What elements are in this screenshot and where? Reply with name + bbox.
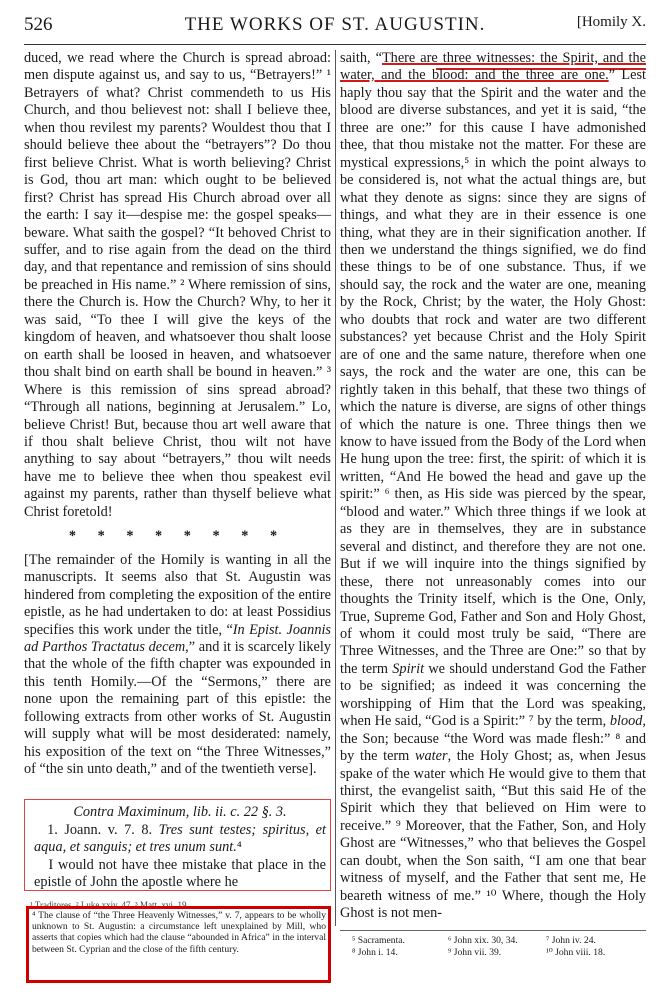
right-paragraph: [340, 50, 646, 923]
editorial-note-part-b: ,” and it is scarcely likely that the whole of the fifth chapter was expounded in this tenth Homily.—Of the “Sermons,” there are none upon the remaining part of this epistle: the following extracts from other works of St. Augustin will supply what will be most desiderated: namely, his exposition of the text on “the Three Witnesses,” of “the sin unto death,” and of the twentieth verse].: [24, 638, 331, 778]
footnote-6: ⁶ John xix. 30, 34.: [448, 935, 518, 946]
homily-label: [Homily X.: [576, 14, 646, 30]
editorial-note-title: In Epist. Joannis ad Parthos Tractatus decem: [24, 621, 331, 655]
contra-ref: 1. Joann. v. 7. 8.: [47, 821, 159, 838]
contra-line: I would not have thee mistake that place in the epistle of John the apostle where he: [34, 856, 326, 890]
editorial-note: [24, 552, 331, 779]
highlighted-quote: There are three witnesses: the Spirit, and the water, and the blood: and the three are one.: [340, 50, 647, 84]
footnote-7: ⁷ John iv. 24.: [546, 935, 596, 946]
footnote-5: ⁵ Sacramenta.: [352, 935, 405, 946]
footnote-8: ⁸ John i. 14.: [352, 947, 398, 958]
left-paragraph-1: duced, we read where the Church is spread abroad: men dispute against us, and say to us, “Betrayers!” ¹ Betrayers of what? Christ commendeth to us His Church, and thou believest not: shall I believe thee, when thou revilest my parents? Wouldest thou that I should believe thee about the “betrayers”? Do thou first believe Christ. What is worth believing? Christ is God, thou art man: which ought to be believed first? Christ has spread His Church abroad over all the earth: I say it—despise me: the gospel speaks—beware. What saith the gospel? “It behoved Christ to suffer, and to rise again from the dead on the third day, and that repentance and remission of sins should be preached in His name.” ² Where remission of sins, there the Church is. How the Church? Why, to her it was said, “To thee I will give the keys of the kingdom of heaven, and whatsoever thou shalt loose on earth shall be loosed in heaven, and whatsoever thou shalt bind on earth shall be bound in heaven.” ³ Where is this remission of sins spread abroad? “Through all nations, beginning at Jerusalem.” Lo, believe Christ! But, because thou art well aware that if thou shalt believe Christ, thou wilt not have anything to say about “betrayers,” thou wilt needs have me to believe thee when thou speakest evil against my parents, rather than thyself believe what Christ foretold!: [24, 50, 331, 520]
right-footnote-rule: [340, 930, 646, 931]
term-water: water: [414, 748, 448, 765]
running-title: THE WORKS OF ST. AUGUSTIN.: [184, 14, 486, 35]
right-body-4: , the Holy Ghost; as, when Jesus spake of the water which He would give to them that thirst, the evangelist saith, “But this said He of the Spirit which they that believed on Him were to receive.” ⁹ Moreover, that the Father, Son, and Holy Ghost are “Witnesses,” who that believes the Gospel can doubt, when the Son saith, “I am one that bear witness of myself, and the Father that sent me, He beareth witness of me.” ¹⁰ Where, though the Holy Ghost is not men-: [340, 748, 646, 922]
right-footnotes: [352, 935, 642, 959]
contra-continuation: [34, 857, 326, 892]
contra-note-mark: ⁴: [236, 839, 242, 855]
footnote-9: ⁹ John vii. 39.: [448, 947, 502, 958]
header-rule: [24, 44, 646, 45]
right-body-1: ” Lest haply thou say that the Spirit and the water and the blood are diverse substances, and yet it is said, “the three are one:” for this cause I have admonished thee, that thou mistake not the matter. For these are mystical expressions,⁵ in which the point always to be considered is, not what the actual things are, but what they denote as signs: since they are signs of things, and what they are in their essence is one thing, what they are in their signification another. If then we understand the things signified, we do find these things to be of one substance. Thus, if we should say, the rock and the water are one, meaning by the Rock, Christ; by the water, the Holy Ghost: who doubts that rock and water are two different substances? yet because Christ and the Holy Spirit are of one and the same nature, therefore when one says, the rock and the water are one, this can be rightly taken in this behalf, that these two things of which the nature is diverse, are signs of other things of which the nature is one. Three things then we know to have issued from the Body of the Lord when He hung upon the tree: first, the spirit: of which it is written, “And He bowed the head and gave up the spirit:” ⁶ then, as His side was pierced by the spear, “blood and water.” Which three things if we look at as they are in themselves, they are in substance several and distinct, and therefore they are not one. But if we will inquire into the things signified by these, there not unreasonably comes into our thoughts the Trinity itself, which is the One, Only, True, Supreme God, Father and Son and Holy Ghost, of whom it could most truly be said, “There are Three Witnesses, and the Three are One:” so that by the term: [340, 67, 646, 677]
footnote-row: [352, 947, 642, 959]
contra-maximinum-section: [34, 804, 326, 892]
page-number: 526: [24, 14, 53, 35]
editorial-note-part-a: [The remainder of the Homily is wanting in all the manuscripts. It seems also that St. Augustin was hindered from completing the exposition of the entire epistle, as he had undertaken to do: at least Possidius specifies this work under the title, “: [24, 551, 331, 638]
running-header: [24, 14, 646, 38]
right-lead: saith, “: [340, 50, 382, 66]
term-spirit: Spirit: [392, 660, 425, 677]
left-column: [24, 50, 331, 779]
right-column: [340, 50, 646, 923]
right-body-3: , the Son; because “the Word was made flesh:” ⁸ and by the term: [340, 713, 646, 765]
right-body-2: we should understand God the Father to be signified; as indeed it was concerning the worshipping of Him that the Lord was speaking, when He said, “God is a Spirit:” ⁷ by the term,: [340, 660, 646, 730]
section-stars: * * * * * * * *: [68, 528, 287, 545]
contra-latin: Tres sunt testes; spiritus, et aqua, et sanguis; et tres unum sunt.: [34, 821, 326, 855]
contra-title: Contra Maximinum, lib. ii. c. 22 §. 3.: [73, 804, 287, 820]
footnote-4: ⁴ The clause of “the Three Heavenly Witnesses,” v. 7, appears to be wholly unknown to St. Augustin: a circumstance left unexplained by Mill, who asserts that copies which had the clause “abounded in Africa” in the interval between St. Cyprian and the close of the fifth century.: [32, 910, 326, 955]
contra-text: [34, 822, 326, 857]
footnote-row: [352, 935, 642, 947]
column-divider: [335, 50, 336, 926]
term-blood: blood: [609, 713, 643, 730]
footnote-10: ¹⁰ John viii. 18.: [546, 947, 606, 958]
left-footnotes-cut: ¹ Traditores. ² Luke xxiv. 47. ³ Matt. xvi. 19.: [30, 900, 189, 908]
